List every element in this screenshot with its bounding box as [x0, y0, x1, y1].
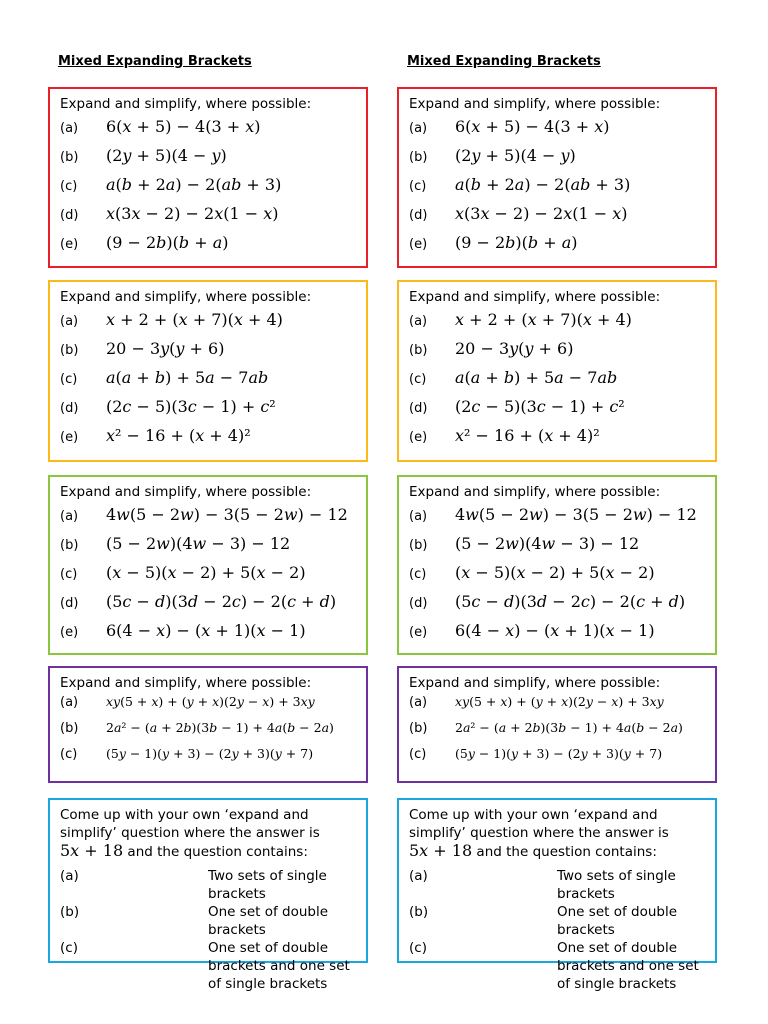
- question-expression: 𝑥 + 2 + (𝑥 + 7)(𝑥 + 4): [106, 310, 283, 329]
- orange-box-right: [397, 280, 717, 462]
- question-expression: (5𝑦 − 1)(𝑦 + 3) − (2𝑦 + 3)(𝑦 + 7): [455, 746, 663, 761]
- question-expression: (𝑥 − 5)(𝑥 − 2) + 5(𝑥 − 2): [106, 563, 306, 582]
- question-expression: (𝑥 − 5)(𝑥 − 2) + 5(𝑥 − 2): [455, 563, 655, 582]
- question-expression: (2𝑐 − 5)(3𝑐 − 1) + 𝑐²: [455, 397, 625, 416]
- question-label: (e): [409, 625, 428, 640]
- question-expression: (5𝑐 − 𝑑)(3𝑑 − 2𝑐) − 2(𝑐 + 𝑑): [106, 592, 337, 611]
- challenge-label: (c): [409, 940, 427, 956]
- question-label: (a): [409, 314, 428, 329]
- challenge-label: (b): [60, 904, 80, 920]
- question-expression: 𝑥 + 2 + (𝑥 + 7)(𝑥 + 4): [455, 310, 632, 329]
- question-label: (c): [60, 747, 78, 762]
- question-row: [409, 534, 705, 563]
- question-label: (e): [60, 430, 79, 445]
- question-label: (e): [409, 430, 428, 445]
- green-box-left: [48, 475, 368, 655]
- question-label: (e): [60, 237, 79, 252]
- question-row: [60, 146, 356, 175]
- question-expression: (9 − 2𝑏)(𝑏 + 𝑎): [106, 233, 229, 252]
- question-expression: 𝑎(𝑏 + 2𝑎) − 2(𝑎𝑏 + 3): [455, 175, 631, 194]
- question-label: (a): [60, 509, 79, 524]
- question-expression: 𝑎(𝑎 + 𝑏) + 5𝑎 − 7𝑎𝑏: [106, 368, 269, 387]
- question-row: [409, 233, 705, 262]
- answer-expression: 5𝑥 + 18: [60, 841, 124, 860]
- question-label: (d): [60, 401, 79, 416]
- question-label: (c): [60, 179, 78, 194]
- question-row: [60, 592, 356, 621]
- question-expression: 6(4 − 𝑥) − (𝑥 + 1)(𝑥 − 1): [106, 621, 306, 640]
- challenge-row: [409, 867, 705, 903]
- question-expression: 𝑥² − 16 + (𝑥 + 4)²: [106, 426, 251, 445]
- instruction-text: Expand and simplify, where possible:: [409, 289, 661, 305]
- question-row: [60, 720, 356, 746]
- question-row: [60, 397, 356, 426]
- challenge-text: One set of double brackets: [557, 904, 678, 938]
- question-label: (a): [60, 121, 79, 136]
- question-expression: 𝑎(𝑎 + 𝑏) + 5𝑎 − 7𝑎𝑏: [455, 368, 618, 387]
- question-row: [409, 592, 705, 621]
- question-label: (c): [60, 372, 78, 387]
- question-label: (d): [60, 208, 79, 223]
- question-row: [409, 117, 705, 146]
- question-row: [409, 310, 705, 339]
- question-expression: 𝑥𝑦(5 + 𝑥) + (𝑦 + 𝑥)(2𝑦 − 𝑥) + 3𝑥𝑦: [106, 694, 315, 709]
- question-row: [60, 175, 356, 204]
- question-row: [60, 426, 356, 455]
- question-label: (b): [60, 721, 79, 736]
- challenge-intro: [409, 806, 705, 861]
- question-label: (c): [409, 179, 427, 194]
- question-expression: (5 − 2𝑤)(4𝑤 − 3) − 12: [455, 534, 640, 553]
- question-expression: (2𝑦 + 5)(4 − 𝑦): [455, 146, 576, 165]
- orange-box-left: [48, 280, 368, 462]
- question-row: [409, 426, 705, 455]
- question-label: (c): [60, 567, 78, 582]
- question-expression: 4𝑤(5 − 2𝑤) − 3(5 − 2𝑤) − 12: [106, 505, 348, 524]
- question-label: (d): [60, 596, 79, 611]
- question-row: [60, 204, 356, 233]
- blue-box-right: [397, 798, 717, 992]
- red-box-left: [48, 87, 368, 268]
- question-label: (a): [60, 314, 79, 329]
- question-label: (c): [409, 372, 427, 387]
- question-row: [60, 621, 356, 650]
- question-expression: (5 − 2𝑤)(4𝑤 − 3) − 12: [106, 534, 291, 553]
- question-expression: 𝑥(3𝑥 − 2) − 2𝑥(1 − 𝑥): [455, 204, 628, 223]
- question-expression: (5𝑦 − 1)(𝑦 + 3) − (2𝑦 + 3)(𝑦 + 7): [106, 746, 314, 761]
- question-label: (b): [60, 538, 79, 553]
- question-label: (b): [409, 538, 428, 553]
- green-box-right: [397, 475, 717, 655]
- challenge-text: Two sets of single brackets: [208, 868, 327, 902]
- question-label: (c): [409, 567, 427, 582]
- question-expression: 2𝑎² − (𝑎 + 2𝑏)(3𝑏 − 1) + 4𝑎(𝑏 − 2𝑎): [455, 720, 683, 735]
- instruction-text: Expand and simplify, where possible:: [409, 484, 661, 500]
- challenge-text: One set of double brackets and one set of single brackets: [208, 940, 350, 992]
- question-row: [409, 339, 705, 368]
- title-left: Mixed Expanding Brackets: [58, 54, 252, 69]
- question-row: [409, 505, 705, 534]
- question-row: [60, 534, 356, 563]
- question-expression: 20 − 3𝑦(𝑦 + 6): [455, 339, 574, 358]
- question-expression: 𝑎(𝑏 + 2𝑎) − 2(𝑎𝑏 + 3): [106, 175, 282, 194]
- challenge-text: One set of double brackets: [208, 904, 329, 938]
- challenge-line-2: simplify’ question where the answer is: [409, 825, 669, 841]
- blue-box-left: [48, 798, 368, 992]
- challenge-text: Two sets of single brackets: [557, 868, 676, 902]
- question-row: [409, 146, 705, 175]
- question-row: [60, 563, 356, 592]
- question-expression: 4𝑤(5 − 2𝑤) − 3(5 − 2𝑤) − 12: [455, 505, 697, 524]
- question-expression: 6(𝑥 + 5) − 4(3 + 𝑥): [455, 117, 610, 136]
- instruction-text: Expand and simplify, where possible:: [409, 96, 661, 112]
- challenge-row: [60, 939, 356, 993]
- question-row: [409, 563, 705, 592]
- question-row: [60, 368, 356, 397]
- question-expression: 6(4 − 𝑥) − (𝑥 + 1)(𝑥 − 1): [455, 621, 655, 640]
- question-label: (b): [409, 343, 428, 358]
- question-label: (a): [60, 695, 79, 710]
- question-label: (b): [409, 721, 428, 736]
- question-label: (d): [409, 208, 428, 223]
- question-label: (a): [409, 509, 428, 524]
- question-label: (a): [409, 121, 428, 136]
- challenge-row: [60, 867, 356, 903]
- challenge-line-3: [409, 842, 705, 861]
- answer-expression: 5𝑥 + 18: [409, 841, 473, 860]
- question-expression: 2𝑎² − (𝑎 + 2𝑏)(3𝑏 − 1) + 4𝑎(𝑏 − 2𝑎): [106, 720, 334, 735]
- question-expression: (5𝑐 − 𝑑)(3𝑑 − 2𝑐) − 2(𝑐 + 𝑑): [455, 592, 686, 611]
- question-row: [60, 746, 356, 772]
- purple-box-right: [397, 666, 717, 783]
- question-label: (c): [409, 747, 427, 762]
- question-label: (e): [60, 625, 79, 640]
- instruction-text: Expand and simplify, where possible:: [60, 289, 312, 305]
- title-right: Mixed Expanding Brackets: [407, 54, 601, 69]
- question-row: [409, 694, 705, 720]
- question-label: (b): [409, 150, 428, 165]
- instruction-text: Expand and simplify, where possible:: [409, 675, 661, 691]
- purple-box-left: [48, 666, 368, 783]
- question-row: [409, 368, 705, 397]
- question-row: [409, 746, 705, 772]
- challenge-label: (b): [409, 904, 429, 920]
- question-expression: 𝑥(3𝑥 − 2) − 2𝑥(1 − 𝑥): [106, 204, 279, 223]
- question-expression: (9 − 2𝑏)(𝑏 + 𝑎): [455, 233, 578, 252]
- challenge-line-3-text: and the question contains:: [123, 844, 308, 860]
- instruction-text: Expand and simplify, where possible:: [60, 484, 312, 500]
- instruction-text: Expand and simplify, where possible:: [60, 675, 312, 691]
- question-row: [60, 505, 356, 534]
- question-row: [409, 397, 705, 426]
- challenge-intro: [60, 806, 356, 861]
- question-row: [60, 694, 356, 720]
- challenge-line-1: Come up with your own ‘expand and: [409, 807, 658, 823]
- question-row: [60, 233, 356, 262]
- challenge-label: (a): [60, 868, 79, 884]
- challenge-text: One set of double brackets and one set of single brackets: [557, 940, 699, 992]
- question-row: [409, 175, 705, 204]
- challenge-line-2: simplify’ question where the answer is: [60, 825, 320, 841]
- question-label: (b): [60, 150, 79, 165]
- instruction-text: Expand and simplify, where possible:: [60, 96, 312, 112]
- question-row: [60, 339, 356, 368]
- question-label: (d): [409, 596, 428, 611]
- challenge-row: [409, 939, 705, 993]
- question-row: [60, 310, 356, 339]
- question-label: (d): [409, 401, 428, 416]
- question-row: [409, 720, 705, 746]
- question-row: [409, 204, 705, 233]
- question-expression: 𝑥𝑦(5 + 𝑥) + (𝑦 + 𝑥)(2𝑦 − 𝑥) + 3𝑥𝑦: [455, 694, 664, 709]
- question-expression: 20 − 3𝑦(𝑦 + 6): [106, 339, 225, 358]
- question-label: (e): [409, 237, 428, 252]
- question-expression: (2𝑦 + 5)(4 − 𝑦): [106, 146, 227, 165]
- question-expression: (2𝑐 − 5)(3𝑐 − 1) + 𝑐²: [106, 397, 276, 416]
- challenge-label: (a): [409, 868, 428, 884]
- red-box-right: [397, 87, 717, 268]
- question-expression: 𝑥² − 16 + (𝑥 + 4)²: [455, 426, 600, 445]
- challenge-row: [60, 903, 356, 939]
- question-label: (b): [60, 343, 79, 358]
- question-row: [409, 621, 705, 650]
- question-label: (a): [409, 695, 428, 710]
- challenge-line-3-text: and the question contains:: [472, 844, 657, 860]
- challenge-label: (c): [60, 940, 78, 956]
- challenge-line-1: Come up with your own ‘expand and: [60, 807, 309, 823]
- question-row: [60, 117, 356, 146]
- challenge-line-3: [60, 842, 356, 861]
- question-expression: 6(𝑥 + 5) − 4(3 + 𝑥): [106, 117, 261, 136]
- challenge-row: [409, 903, 705, 939]
